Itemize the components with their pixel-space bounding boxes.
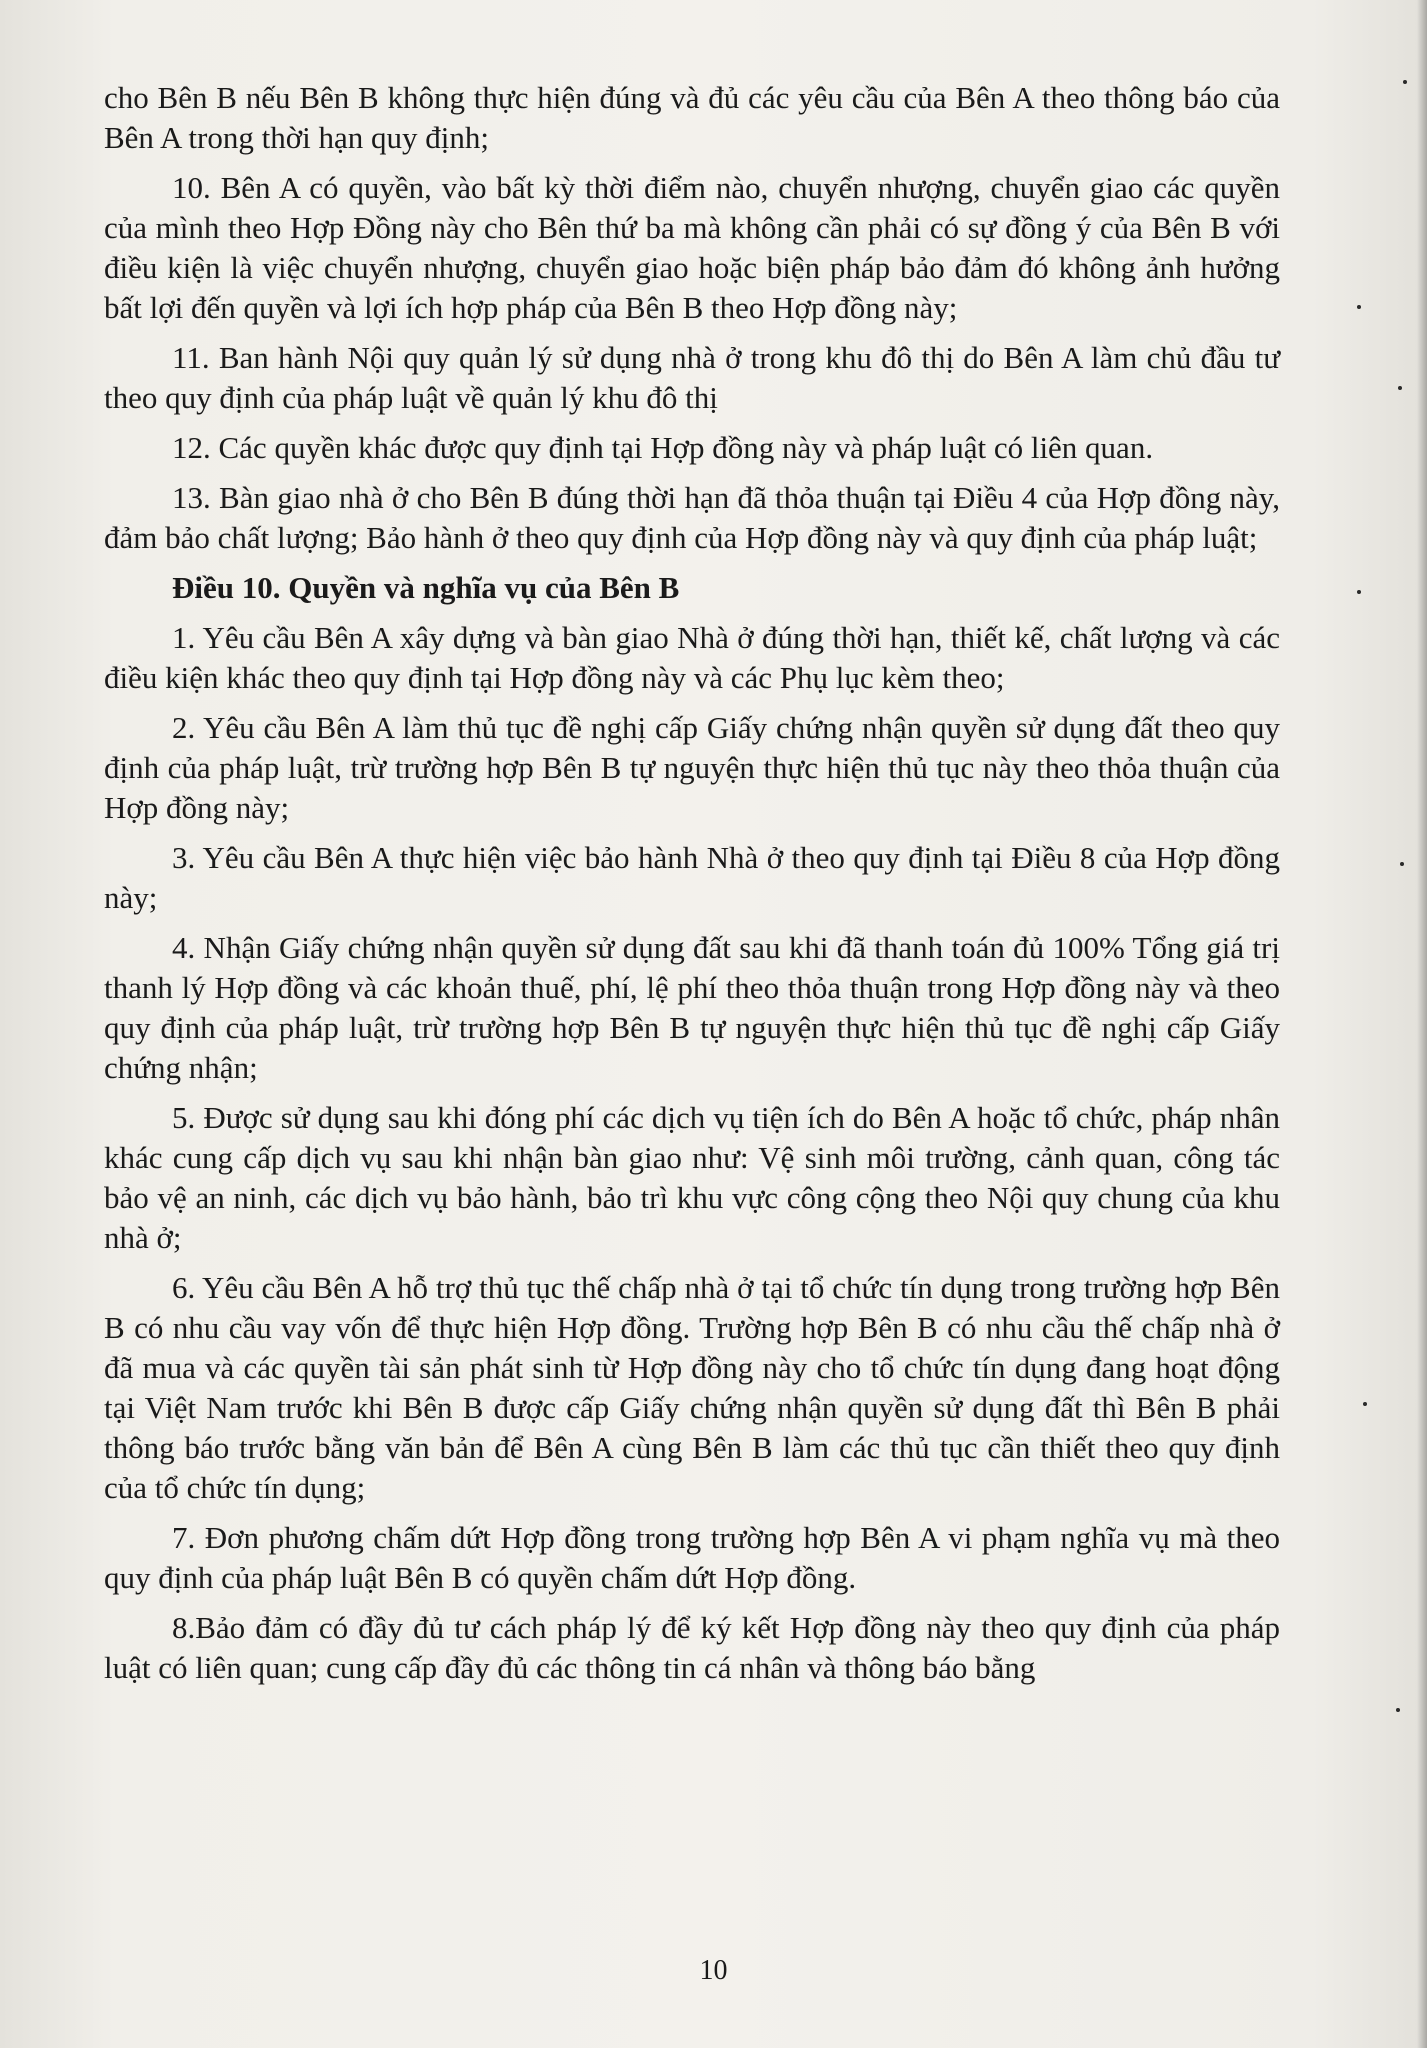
page-number: 10 [699,1955,728,1986]
paragraph-item-4: 4. Nhận Giấy chứng nhận quyền sử dụng đất sau khi đã thanh toán đủ 100% Tổng giá trị thanh lý Hợp đồng và các khoản thuế, phí, lệ phí theo thỏa thuận trong Hợp đồng này và theo quy định của pháp luật, trừ trường hợp Bên B tự nguyện thực hiện thủ tục đề nghị cấp Giấy chứng nhận; [104,930,1280,1085]
scan-speck [1357,590,1361,594]
scan-speck [1400,862,1404,866]
paragraph-item-1: 1. Yêu cầu Bên A xây dựng và bàn giao Nhà ở đúng thời hạn, thiết kế, chất lượng và các điều kiện khác theo quy định tại Hợp đồng này và các Phụ lục kèm theo; [104,620,1280,695]
paragraph-item-5: 5. Được sử dụng sau khi đóng phí các dịch vụ tiện ích do Bên A hoặc tổ chức, pháp nhân khác cung cấp dịch vụ sau khi nhận bàn giao như: Vệ sinh môi trường, cảnh quan, công tác bảo vệ an ninh, các dịch vụ bảo hành, bảo trì khu vực công cộng theo Nội quy chung của khu nhà ở; [104,1100,1280,1255]
paragraph-item-3: 3. Yêu cầu Bên A thực hiện việc bảo hành Nhà ở theo quy định tại Điều 8 của Hợp đồng này; [104,840,1280,915]
scan-speck [1403,80,1407,84]
scan-edge-shadow [1417,0,1427,2048]
scan-speck [1363,1402,1367,1406]
document-body [104,78,1280,1698]
paragraph-clause-10: 10. Bên A có quyền, vào bất kỳ thời điểm nào, chuyển nhượng, chuyển giao các quyền của mình theo Hợp Đồng này cho Bên thứ ba mà không cần phải có sự đồng ý của Bên B với điều kiện là việc chuyển nhượng, chuyển giao hoặc biện pháp bảo đảm đó không ảnh hưởng bất lợi đến quyền và lợi ích hợp pháp của Bên B theo Hợp đồng này; [104,170,1280,325]
paragraph-item-2: 2. Yêu cầu Bên A làm thủ tục đề nghị cấp Giấy chứng nhận quyền sử dụng đất theo quy định của pháp luật, trừ trường hợp Bên B tự nguyện thực hiện thủ tục này theo thỏa thuận của Hợp đồng này; [104,710,1280,825]
paragraph-item-8: 8.Bảo đảm có đầy đủ tư cách pháp lý để ký kết Hợp đồng này theo quy định của pháp luật có liên quan; cung cấp đầy đủ các thông tin cá nhân và thông báo bằng [104,1610,1280,1685]
paragraph-clause-12: 12. Các quyền khác được quy định tại Hợp đồng này và pháp luật có liên quan. [172,430,1154,465]
paragraph-continuation: cho Bên B nếu Bên B không thực hiện đúng và đủ các yêu cầu của Bên A theo thông báo của Bên A trong thời hạn quy định; [104,80,1280,155]
section-heading-article-10: Điều 10. Quyền và nghĩa vụ của Bên B [172,570,680,605]
paragraph-item-6: 6. Yêu cầu Bên A hỗ trợ thủ tục thế chấp nhà ở tại tổ chức tín dụng trong trường hợp Bên B có nhu cầu vay vốn để thực hiện Hợp đồng. Trường hợp Bên B có nhu cầu thế chấp nhà ở đã mua và các quyền tài sản phát sinh từ Hợp đồng này cho tổ chức tín dụng đang hoạt động tại Việt Nam trước khi Bên B được cấp Giấy chứng nhận quyền sử dụng đất thì Bên B phải thông báo trước bằng văn bản để Bên A cùng Bên B làm các thủ tục cần thiết theo quy định của tổ chức tín dụng; [104,1270,1280,1505]
paragraph-clause-13: 13. Bàn giao nhà ở cho Bên B đúng thời hạn đã thỏa thuận tại Điều 4 của Hợp đồng này, đảm bảo chất lượng; Bảo hành ở theo quy định của Hợp đồng này và quy định của pháp luật; [104,480,1280,555]
scan-speck [1396,1708,1400,1712]
scan-speck [1398,386,1402,390]
scan-speck [1357,305,1361,309]
paragraph-clause-11: 11. Ban hành Nội quy quản lý sử dụng nhà ở trong khu đô thị do Bên A làm chủ đầu tư theo quy định của pháp luật về quản lý khu đô thị [104,340,1280,415]
paragraph-item-7: 7. Đơn phương chấm dứt Hợp đồng trong trường hợp Bên A vi phạm nghĩa vụ mà theo quy định của pháp luật Bên B có quyền chấm dứt Hợp đồng. [104,1520,1280,1595]
